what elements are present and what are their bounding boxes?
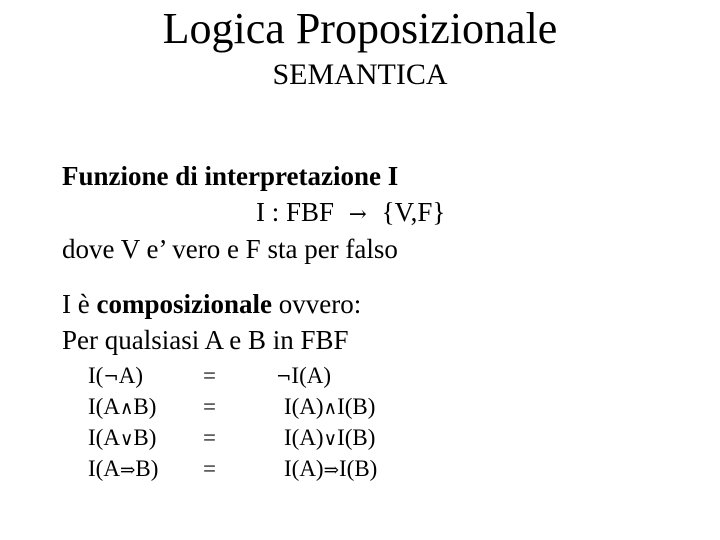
signature-domain: I : FBF bbox=[256, 197, 335, 227]
compositional-suffix: ovvero: bbox=[271, 289, 362, 319]
rule-rhs-pre: I(A) bbox=[284, 456, 324, 481]
compositional-line bbox=[62, 288, 361, 320]
compositional-prefix: I è bbox=[62, 289, 97, 319]
implies-icon: ⇒ bbox=[323, 460, 340, 481]
rule-equals: = bbox=[203, 363, 216, 388]
definition-note: dove V e’ vero e F sta per falso bbox=[62, 234, 398, 264]
rule-equals: = bbox=[203, 394, 216, 419]
rule-equals: = bbox=[203, 425, 216, 450]
function-heading bbox=[62, 160, 398, 192]
signature-codomain: {V,F} bbox=[381, 197, 446, 227]
not-icon: ¬ bbox=[103, 367, 119, 388]
rule-rhs-post: I(B) bbox=[337, 394, 376, 419]
quantifier-line: Per qualsiasi A e B in FBF bbox=[62, 325, 349, 355]
rule-rhs-post: I(B) bbox=[339, 456, 378, 481]
rule-lhs-post: A) bbox=[118, 363, 144, 388]
rule-lhs-pre: I(A bbox=[88, 456, 120, 481]
and-icon: ∧ bbox=[119, 398, 134, 419]
rule-lhs-and bbox=[88, 392, 156, 424]
rule-lhs-post: B) bbox=[133, 394, 157, 419]
rule-rhs-pre: I(A) bbox=[284, 425, 324, 450]
rule-rhs-pre: I(A) bbox=[284, 394, 324, 419]
function-heading-text: Funzione di interpretazione I bbox=[62, 161, 399, 191]
implies-icon: ⇒ bbox=[119, 460, 136, 481]
rule-rhs-post: I(B) bbox=[337, 425, 376, 450]
rule-lhs-not bbox=[88, 361, 143, 393]
function-signature bbox=[256, 196, 445, 231]
rule-lhs-pre: I(A bbox=[88, 394, 120, 419]
rule-lhs-post: B) bbox=[135, 456, 159, 481]
rule-rhs-or bbox=[284, 423, 375, 455]
not-icon: ¬ bbox=[276, 367, 292, 388]
rule-lhs-or bbox=[88, 423, 156, 455]
or-icon: ∨ bbox=[119, 429, 134, 450]
rule-rhs-not bbox=[276, 361, 331, 393]
rule-rhs-post: I(A) bbox=[291, 363, 332, 388]
rule-rhs-implies bbox=[284, 454, 377, 486]
right-arrow-icon: → bbox=[348, 202, 367, 227]
and-icon: ∧ bbox=[323, 398, 338, 419]
slide-subtitle: SEMANTICA bbox=[272, 58, 448, 91]
rule-lhs-post: B) bbox=[133, 425, 157, 450]
compositional-keyword: composizionale bbox=[96, 289, 272, 319]
or-icon: ∨ bbox=[323, 429, 338, 450]
rule-lhs-implies bbox=[88, 454, 158, 486]
rule-lhs-pre: I( bbox=[88, 363, 104, 388]
rule-lhs-pre: I(A bbox=[88, 425, 120, 450]
rule-equals: = bbox=[203, 456, 216, 481]
rule-rhs-and bbox=[284, 392, 375, 424]
slide-title: Logica Proposizionale bbox=[162, 4, 558, 53]
